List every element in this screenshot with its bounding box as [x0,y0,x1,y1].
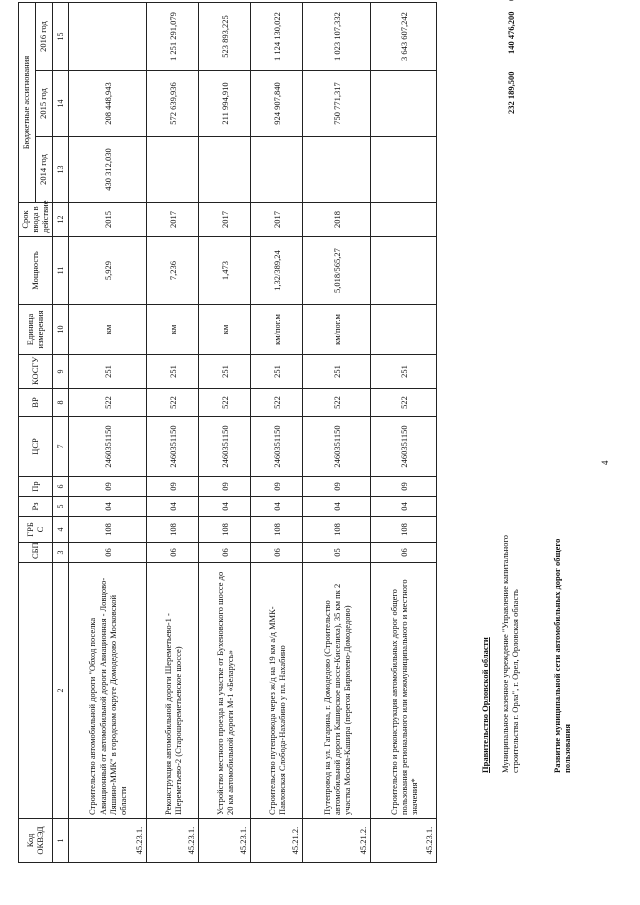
row-power [371,237,437,305]
header-sbp: СБП [19,543,53,563]
row-unit: км/пог.м [251,305,303,355]
table-row [147,2,199,862]
table-row [69,2,147,862]
gov-heading: Правительство Орловской области [480,637,490,773]
colnum: 15 [53,2,69,70]
row-kod: 45.23.1. [199,819,251,863]
row-name: Реконструкция автомобильной дороги Шереметьево-1 - Шереметьево-2 (Старошереметьевское шоссе) [147,563,199,819]
colnum: 7 [53,417,69,477]
table-row [371,2,437,862]
row-2014 [251,137,303,203]
colnum: 9 [53,355,69,389]
row-sbp: 06 [371,543,437,563]
row-rz: 04 [147,497,199,517]
row-2014 [371,137,437,203]
row-rz: 04 [303,497,371,517]
row-term [371,203,437,237]
row-kod: 45.23.1. [371,819,437,863]
row-pr: 09 [199,477,251,497]
row-power: 1,473 [199,237,251,305]
row-vr: 522 [199,389,251,417]
row-power: 5,018/565,27 [303,237,371,305]
row-2014 [147,137,199,203]
row-vr: 522 [147,389,199,417]
row-power: 1,32/389,24 [251,237,303,305]
header-term: Срок ввода в действие [19,203,53,237]
row-csr: 2460351150 [199,417,251,477]
row-rz: 04 [199,497,251,517]
row-pr: 09 [303,477,371,497]
colnum: 3 [53,543,69,563]
row-unit: км [199,305,251,355]
row-2015: 211 994,910 [199,71,251,137]
road-network-text: Развитие муниципальной сети автомобильных дорог общего пользования [552,538,573,773]
header-row [19,2,36,862]
institution-text: Муниципальное казенное учреждение "Управление капитального строительства г. Орла", г. Орел, Орловская область [500,535,521,773]
table-row [199,2,251,862]
row-2016: 3 643 607,242 [371,2,437,70]
row-pr: 09 [251,477,303,497]
colnum: 2 [53,563,69,819]
row-kosgu: 251 [69,355,147,389]
row-sbp: 06 [251,543,303,563]
header-unit: Единица измерения [19,305,53,355]
column-number-row [53,2,69,862]
institution-row [500,3,548,863]
header-kod: Код ОКВЭД [19,819,53,863]
row-kod: 45.23.1. [69,819,147,863]
row-term: 2017 [251,203,303,237]
total-2014: 232 189,500 [506,71,516,114]
row-2016: 1 124 130,022 [251,2,303,70]
road-network-row [548,3,596,863]
row-name: Строительство путепровода через ж/д на 19 км а/д ММК-Павловская Слобода-Нахабино у пл. Нахабино [251,563,303,819]
row-sbp: 05 [303,543,371,563]
row-kosgu: 251 [199,355,251,389]
header-vr: ВР [19,389,53,417]
row-term: 2017 [147,203,199,237]
header-rz: Рз [19,497,53,517]
colnum: 5 [53,497,69,517]
row-kosgu: 251 [251,355,303,389]
row-2015: 924 907,840 [251,71,303,137]
row-kosgu: 251 [303,355,371,389]
row-sbp: 06 [199,543,251,563]
header-budget: Бюджетные ассигнования [19,2,36,202]
header-csr: ЦСР [19,417,53,477]
row-sbp: 06 [147,543,199,563]
row-rz: 04 [371,497,437,517]
row-csr: 2460351150 [303,417,371,477]
row-kosgu: 251 [147,355,199,389]
row-2016: 1 251 291,079 [147,2,199,70]
row-name: Строительство и реконструкция автомобильных дорог общего пользования регионального или межмуниципального и местного значения* [371,563,437,819]
table-row [251,2,303,862]
row-vr: 522 [371,389,437,417]
row-2016 [69,2,147,70]
row-kod: 45.21.2. [303,819,371,863]
header-name [19,563,53,819]
header-pr: Пр [19,477,53,497]
header-grbs: ГРБ С [19,517,53,543]
row-grbs: 108 [69,517,147,543]
row-2014 [303,137,371,203]
row-pr: 09 [147,477,199,497]
row-kod: 45.23.1. [147,819,199,863]
row-unit: км [147,305,199,355]
row-2015: 208 448,943 [69,71,147,137]
row-rz: 04 [251,497,303,517]
row-csr: 2460351150 [251,417,303,477]
row-csr: 2460351150 [147,417,199,477]
colnum: 1 [53,819,69,863]
row-2016: 523 893,225 [199,2,251,70]
row-term: 2015 [69,203,147,237]
colnum: 4 [53,517,69,543]
colnum: 6 [53,477,69,497]
colnum: 10 [53,305,69,355]
row-power: 5,929 [69,237,147,305]
row-kod: 45.21.2. [251,819,303,863]
row-sbp: 06 [69,543,147,563]
row-2014: 430 312,030 [69,137,147,203]
row-pr: 09 [371,477,437,497]
row-2015 [371,71,437,137]
row-name: Устройство местного проезда на участке от Бухеновского шоссе до 20 км автомобильной дороги М-1 «Беларусь» [199,563,251,819]
table-row [303,2,371,862]
row-grbs: 108 [251,517,303,543]
row-rz: 04 [69,497,147,517]
colnum: 8 [53,389,69,417]
colnum: 14 [53,71,69,137]
row-name: Путепровод на ул. Гагарина, г. Домодедово (Строительство автомобильной дороги Каширское шоссе-Киселиха), 35 км пк 2 участка Москва-Кашира (перегон Бирюлево-Домодедово) [303,563,371,819]
row-2015: 750 771,317 [303,71,371,137]
row-grbs: 108 [199,517,251,543]
row-vr: 522 [69,389,147,417]
row-grbs: 108 [303,517,371,543]
row-unit: км [69,305,147,355]
row-vr: 522 [251,389,303,417]
header-power: Мощность [19,237,53,305]
gov-row [478,3,500,863]
row-2016: 1 023 107,332 [303,2,371,70]
colnum: 12 [53,203,69,237]
row-kosgu: 251 [371,355,437,389]
bottom-section [478,3,596,863]
row-2014 [199,137,251,203]
row-csr: 2460351150 [69,417,147,477]
total-2016 [506,0,516,1]
header-2014: 2014 год [36,137,53,203]
row-2015: 572 639,936 [147,71,199,137]
row-unit: км/пог.м [303,305,371,355]
row-csr: 2460351150 [371,417,437,477]
row-grbs: 108 [147,517,199,543]
colnum: 13 [53,137,69,203]
row-name: Строительство автомобильной дороги "Обход поселка Авиационный от автомобильной дороги Авиационная - Ловцово-Ляшино-ММК" в городском округе Домодедово Московской области [69,563,147,819]
stray-mark: 4 [600,460,610,465]
row-term: 2018 [303,203,371,237]
row-power: 7,236 [147,237,199,305]
budget-table [18,2,437,863]
row-term: 2017 [199,203,251,237]
header-2016: 2016 год [36,2,53,70]
row-grbs: 108 [371,517,437,543]
header-2015: 2015 год [36,71,53,137]
row-unit [371,305,437,355]
colnum: 11 [53,237,69,305]
total-2015: 140 476,200 [506,11,516,54]
header-kosgu: КОСГУ [19,355,53,389]
row-pr: 09 [69,477,147,497]
row-vr: 522 [303,389,371,417]
